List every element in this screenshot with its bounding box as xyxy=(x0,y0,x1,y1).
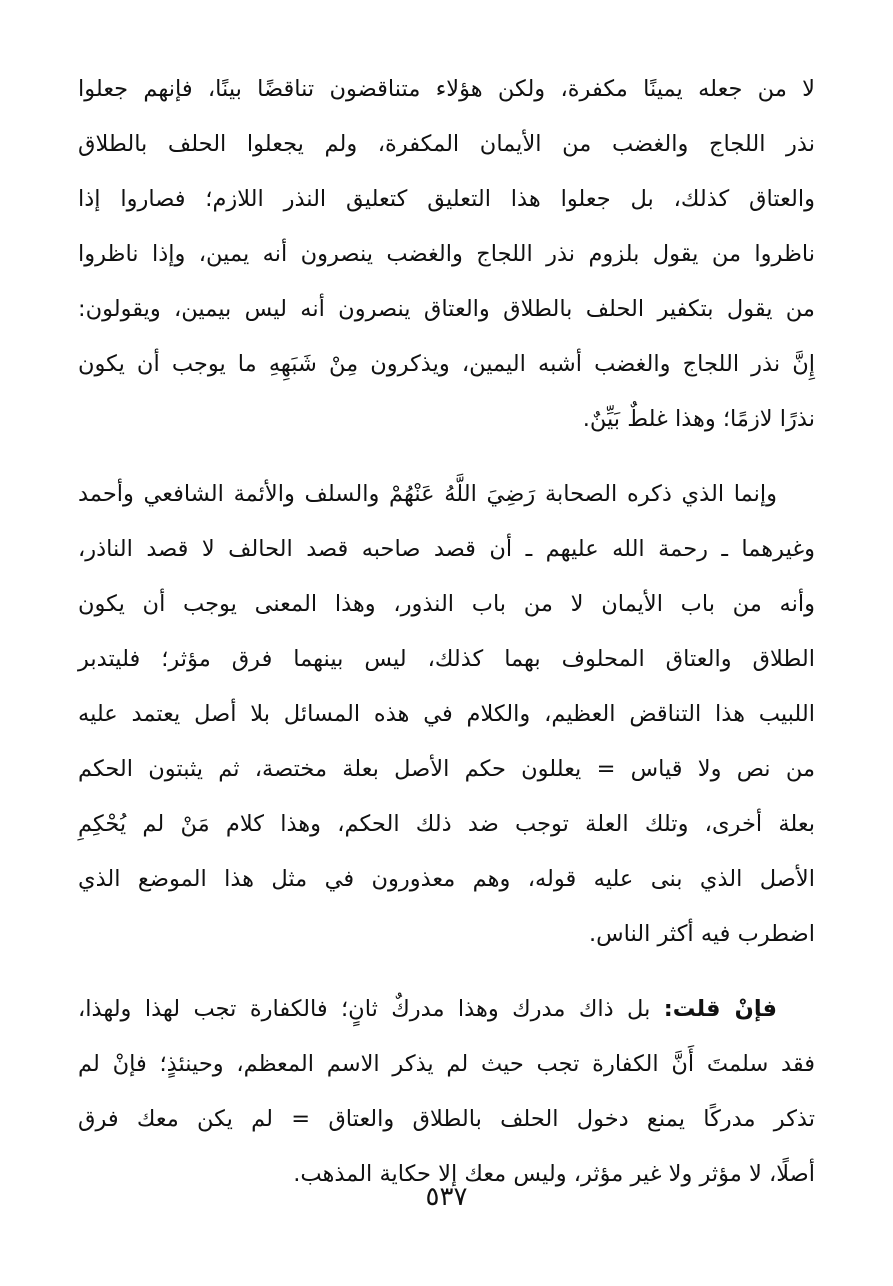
text-run: بل ذاك مدرك وهذا مدركٌ ثانٍ؛ فالكفارة تجب لهذا ولهذا، xyxy=(78,996,664,1022)
text-line: اللبيب هذا التناقض العظيم، والكلام في هذه المسائل بلا أصل يعتمد عليه xyxy=(78,701,815,727)
text-line: نذرًا لازمًا؛ وهذا غلطٌ بَيِّنٌ. xyxy=(582,406,815,432)
text-line: بعلة أخرى، وتلك العلة توجب ضد ذلك الحكم، وهذا كلام مَنْ لم يُحْكِمِ xyxy=(78,811,815,837)
paragraph-spacer xyxy=(78,447,815,467)
text-line: والعتاق كذلك، بل جعلوا هذا التعليق كتعليق النذر اللازم؛ فصاروا إذا xyxy=(78,186,815,212)
text-line: إِنَّ نذر اللجاج والغضب أشبه اليمين، ويذكرون مِنْ شَبَهِهِ ما يوجب أن يكون xyxy=(78,351,815,377)
text-line: وأنه من باب الأيمان لا من باب النذور، وهذا المعنى يوجب أن يكون xyxy=(78,591,815,617)
paragraph-3 xyxy=(78,982,815,1202)
paragraph-1 xyxy=(78,62,815,447)
text-line: تذكر مدركًا يمنع دخول الحلف بالطلاق والعتاق = لم يكن معك فرق xyxy=(78,1106,815,1132)
text-line: من يقول بتكفير الحلف بالطلاق والعتاق ينصرون أنه ليس بيمين، ويقولون: xyxy=(78,296,815,322)
text-line: اضطرب فيه أكثر الناس. xyxy=(588,921,815,947)
text-line: الأصل الذي بنى عليه قوله، وهم معذورون في مثل هذا الموضع الذي xyxy=(78,866,815,892)
paragraph-spacer xyxy=(78,962,815,982)
text-line: ناظروا من يقول بلزوم نذر اللجاج والغضب ينصرون أنه يمين، وإذا ناظروا xyxy=(78,241,815,267)
text-line: من نص ولا قياس = يعللون حكم الأصل بعلة مختصة، ثم يثبتون الحكم xyxy=(78,756,815,782)
text-line: وإنما الذي ذكره الصحابة رَضِيَ اللَّهُ عَنْهُمْ والسلف والأئمة الشافعي وأحمد xyxy=(78,481,777,507)
text-line: أصلًا، لا مؤثر ولا غير مؤثر، وليس معك إلا حكاية المذهب. xyxy=(293,1161,815,1187)
text-line xyxy=(78,982,815,1037)
text-line: الطلاق والعتاق المحلوف بهما كذلك، ليس بينهما فرق مؤثر؛ فليتدبر xyxy=(78,646,815,672)
paragraph-2 xyxy=(78,467,815,962)
page-number: ٥٣٧ xyxy=(425,1182,468,1212)
question-lead: فإنْ قلت: xyxy=(663,996,777,1022)
text-line: لا من جعله يمينًا مكفرة، ولكن هؤلاء متناقضون تناقضًا بينًا، فإنهم جعلوا xyxy=(78,76,815,102)
text-line: نذر اللجاج والغضب من الأيمان المكفرة، ولم يجعلوا الحلف بالطلاق xyxy=(78,131,815,157)
text-line: وغيرهما ـ رحمة الله عليهم ـ أن قصد صاحبه قصد الحالف لا قصد الناذر، xyxy=(78,536,815,562)
text-line: فقد سلمتَ أَنَّ الكفارة تجب حيث لم يذكر الاسم المعظم، وحينئذٍ؛ فإنْ لم xyxy=(78,1051,815,1077)
page-body xyxy=(78,62,815,1202)
